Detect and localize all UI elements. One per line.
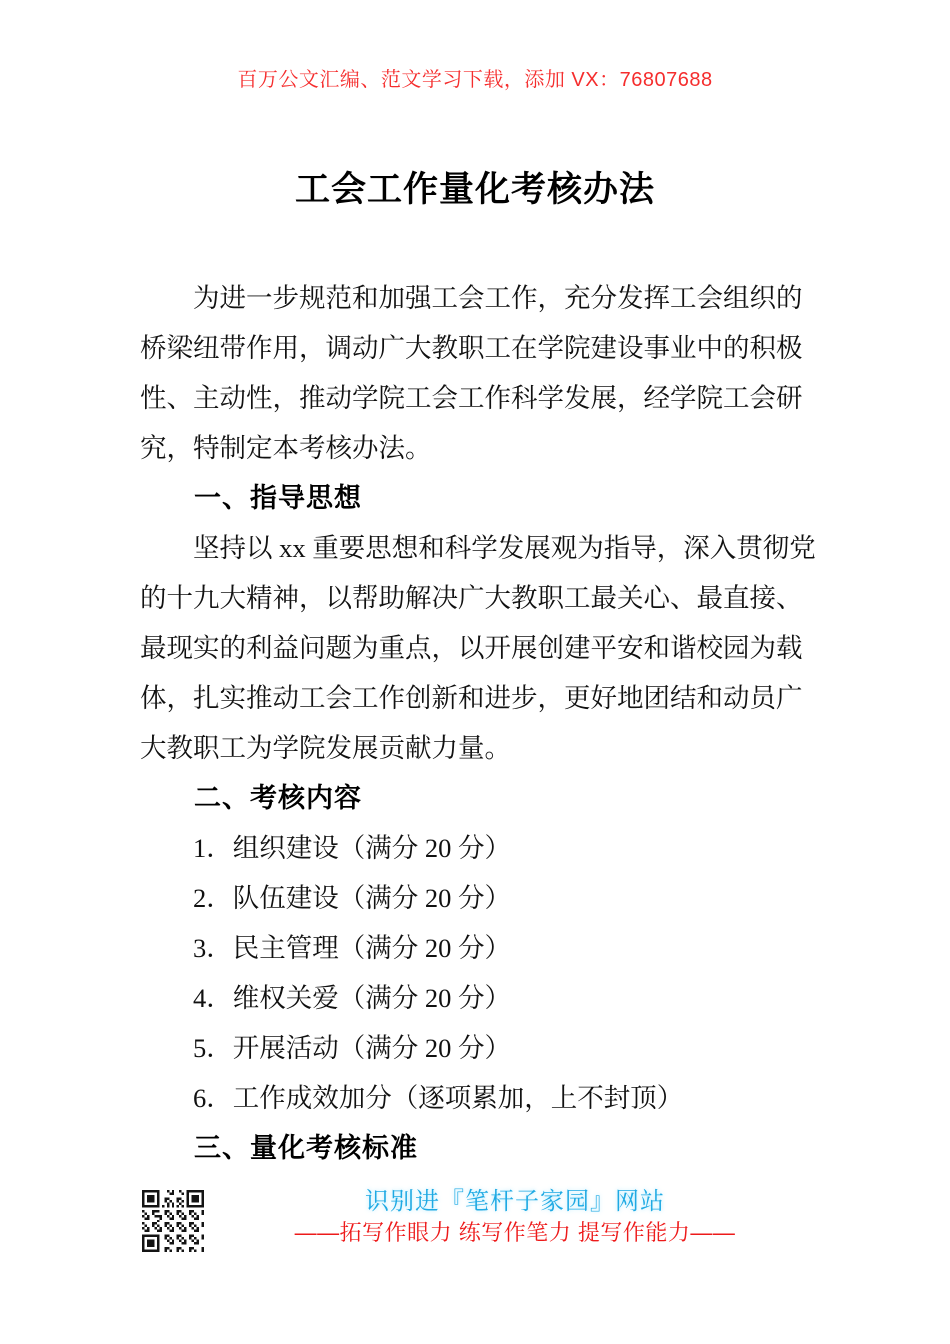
page-footer — [140, 1186, 820, 1260]
list-item-2: 2．队伍建设（满分 20 分） — [193, 883, 511, 913]
footer-slogan-text: ——拓写作眼力 练写作笔力 提写作能力—— — [294, 1220, 736, 1245]
list-item-1: 1．组织建设（满分 20 分） — [193, 833, 511, 863]
footer-text-block — [210, 1186, 820, 1249]
qr-code-icon — [142, 1190, 204, 1252]
guiding-ideology-paragraph: 坚持以 xx 重要思想和科学发展观为指导，深入贯彻党的十九大精神，以帮助解决广大教职工最关心、最直接、最现实的利益问题为重点，以开展创建平安和谐校园为载体，扎实推动工会工作创新和进步，更好地团结和动员广大教职工为学院发展贡献力量。 — [140, 533, 816, 763]
header-promo-text: 百万公文汇编、范文学习下载，添加 VX：76807688 — [237, 69, 713, 91]
intro-paragraph: 为进一步规范和加强工会工作，充分发挥工会组织的桥梁纽带作用，调动广大教职工在学院建设事业中的积极性、主动性，推动学院工会工作科学发展，经学院工会研究，特制定本考核办法。 — [140, 283, 803, 463]
footer-site-text: 识别进『笔杆子家园』网站 — [365, 1188, 665, 1215]
section-heading-assessment-content: 二、考核内容 — [194, 783, 362, 813]
list-item-4: 4．维权关爱（满分 20 分） — [193, 983, 511, 1013]
section-heading-quantitative-standards: 三、量化考核标准 — [194, 1133, 418, 1163]
document-body — [140, 273, 820, 1173]
list-item-5: 5．开展活动（满分 20 分） — [193, 1033, 511, 1063]
section-heading-guiding-ideology: 一、指导思想 — [194, 483, 362, 513]
list-item-6: 6．工作成效加分（逐项累加，上不封顶） — [193, 1083, 684, 1113]
list-item-3: 3．民主管理（满分 20 分） — [193, 933, 511, 963]
document-title: 工会工作量化考核办法 — [294, 170, 655, 209]
